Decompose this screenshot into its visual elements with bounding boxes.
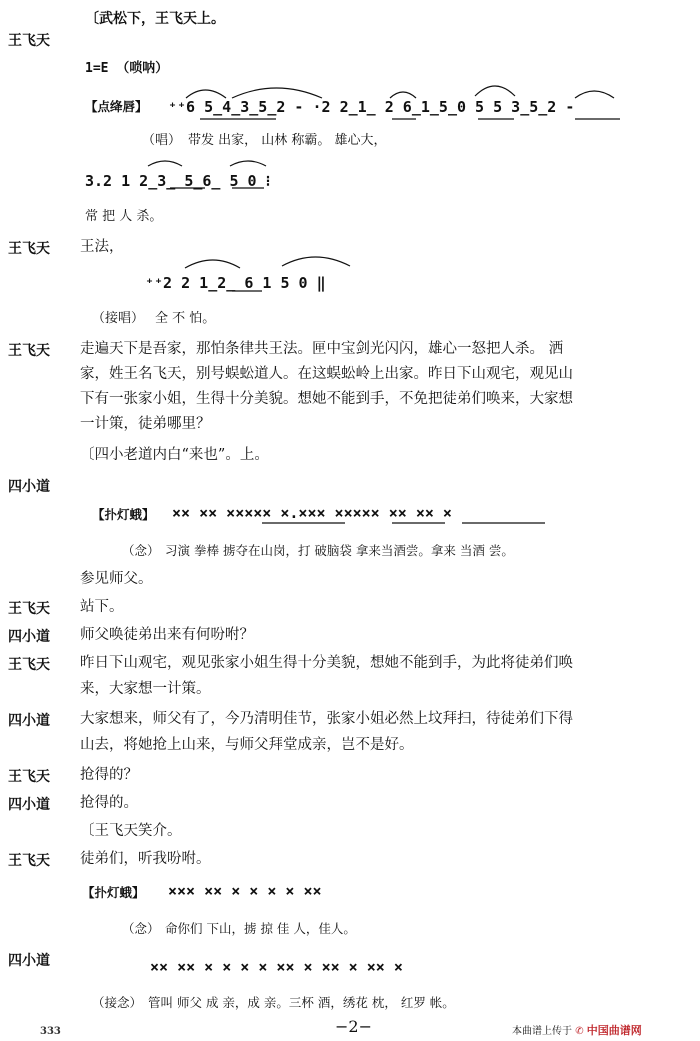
site-logo-text: 中国曲谱网 <box>586 1024 642 1037</box>
dialogue-line: 抢得的。 <box>80 795 138 811</box>
slur-arc <box>232 88 322 98</box>
role-name: 王飞天 <box>8 853 50 869</box>
slur-arc <box>148 161 182 166</box>
role-name: 王飞天 <box>8 33 50 49</box>
stage-direction: 〔王飞天笑介。 <box>80 823 182 839</box>
notation-line: ××× ×× × × × × ×× <box>168 882 322 900</box>
role-name: 王飞天 <box>8 241 50 257</box>
role-name: 王飞天 <box>8 343 50 359</box>
slur-arc <box>185 260 240 268</box>
footer-credit <box>512 1022 642 1038</box>
page-number: −2− <box>335 1017 372 1036</box>
lyric-line: 命你们 下山，掳 掠 佳 人，佳人。 <box>165 921 356 936</box>
dialogue-line: 参见师父。 <box>80 571 153 587</box>
notation-line: ×× ×× × × × × ×× × ×× × ×× × <box>150 958 403 976</box>
dialogue-line: 徒弟们，听我吩咐。 <box>80 851 211 867</box>
dialogue-line: 抢得的？ <box>80 767 138 783</box>
lyric-tag: （念） <box>122 921 160 936</box>
stage-direction: 〔武松下，王飞天上。 <box>85 11 225 27</box>
dialogue-line: 昨日下山观宅，观见张家小姐生得十分美貌，想她不能到手，为此将徒弟们唤 <box>80 655 573 671</box>
role-name: 四小道 <box>8 479 50 495</box>
dialogue-line: 下有一张家小姐，生得十分美貌。想她不能到手，不免把徒弟们唤来，大家想 <box>80 391 573 407</box>
role-name: 王飞天 <box>8 657 50 673</box>
lyric-tag: （接念） <box>92 995 143 1010</box>
lyric-line: 带发 出家， 山林 称霸。 雄心大， <box>188 133 387 148</box>
role-name: 四小道 <box>8 797 50 813</box>
role-name: 王飞天 <box>8 601 50 617</box>
dialogue-line: 站下。 <box>80 599 124 615</box>
lyric-line: 习演 拳棒 掳夺在山岗，打 破脑袋 拿来当酒尝。拿来 当酒 尝。 <box>165 543 514 558</box>
corner-mark: 333 <box>40 1026 61 1037</box>
tune-label: 【扑灯蛾】 <box>92 507 155 522</box>
tune-label: 【扑灯蛾】 <box>82 885 145 900</box>
slur-arc <box>575 91 614 98</box>
role-name: 四小道 <box>8 953 50 969</box>
role-name: 四小道 <box>8 629 50 645</box>
slur-arc <box>282 257 350 266</box>
slur-arc <box>186 90 226 98</box>
lyric-line: 管叫 师父 成 亲，成 亲。三杯 酒，绣花 枕， 红罗 帐。 <box>148 995 455 1010</box>
slur-arc <box>230 161 266 166</box>
dialogue-line: 大家想来，师父有了，今乃清明佳节，张家小姐必然上坟拜扫，待徒弟们下得 <box>80 711 573 727</box>
dialogue-line: 走遍天下是吾家，那怕条律共王法。匣中宝剑光闪闪，雄心一怒把人杀。 洒 <box>80 341 564 357</box>
notation-line: ⁺⁺6 5̲4̲3̲5̲2 - ·2 2̲1̲ 2 6̲1̲5̲0 5 5 3̲5̲2 - <box>168 98 575 116</box>
dialogue-line: 家，姓王名飞天，别号蜈蚣道人。在这蜈蚣岭上出家。昨日下山观宅，观见山 <box>80 366 573 382</box>
tune-label: 【点绛唇】 <box>85 99 148 114</box>
dialogue-line: 师父唤徒弟出来有何吩咐？ <box>80 627 254 643</box>
lyric-tag: （念） <box>122 543 160 558</box>
key-signature: 1=E （唢呐） <box>85 61 169 76</box>
dialogue-line: 山去，将她抢上山来，与师父拜堂成亲，岂不是好。 <box>80 737 414 753</box>
lyric-line: 全 不 怕。 <box>155 311 216 326</box>
site-logo-icon: ✆ <box>575 1026 584 1037</box>
notation-line: ⁺⁺2 2 1̲2̲ 6 1 5 0 ‖ <box>145 274 326 292</box>
stage-direction: 〔四小老道内白“来也”。上。 <box>80 447 269 463</box>
lyric-line: 常 把 人 杀。 <box>85 209 163 224</box>
lyric-tag: （唱） <box>142 133 182 148</box>
dialogue-line: 王法， <box>80 239 124 255</box>
dialogue-line: 来，大家想一计策。 <box>80 681 211 697</box>
footer-text: 本曲谱上传于 <box>512 1026 572 1037</box>
slur-arc <box>475 86 515 96</box>
dialogue-line: 一计策，徒弟哪里？ <box>80 416 211 432</box>
notation-line: 3.2 1 2̲3̲ 5̲6̲ 5 0 ⁝ <box>85 172 271 190</box>
role-name: 四小道 <box>8 713 50 729</box>
notation-line: ×× ×× ××××× ×.××× ××××× ×× ×× × <box>172 504 452 522</box>
lyric-tag: （接唱） <box>92 311 145 326</box>
role-name: 王飞天 <box>8 769 50 785</box>
